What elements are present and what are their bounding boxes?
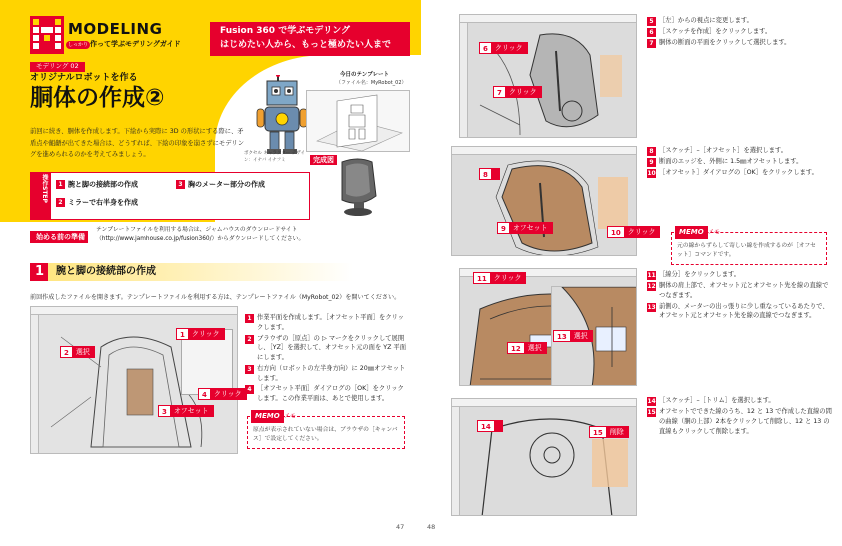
callout-9: 9 オフセット <box>497 222 553 234</box>
prep-label: 始める前の準備 <box>30 231 88 243</box>
series-logo-icon <box>30 16 64 54</box>
right-page <box>421 0 842 546</box>
instruction-3: 3 右方向（ロボットの左半身方向）に 20㎜オフセットします。 <box>245 364 410 384</box>
instruction-5: 5 ［左］からの視点に変更します。 <box>647 16 832 26</box>
instruction-12: 12 胴体の肩上部で、オフセット元とオフセット先を線の直線でつなぎます。 <box>647 282 829 299</box>
callout-10: 10 クリック <box>607 226 660 238</box>
fusion-banner-line1: Fusion 360 で学ぶモデリング <box>220 26 351 36</box>
finished-image <box>328 156 394 218</box>
robot-character <box>255 75 310 155</box>
finished-label: 完成図 <box>310 155 337 165</box>
callout-1: 1 クリック <box>176 328 225 340</box>
series-subtitle-badge: しっかり <box>68 42 89 48</box>
step-1 <box>56 180 138 189</box>
character-credit: ボクセル キャラクター デザイン：イナバ イナフミ <box>244 151 305 164</box>
step-2-number: 2 <box>56 198 65 207</box>
section-number: 1 <box>35 264 45 279</box>
page-title: 胴体の作成② <box>30 85 165 111</box>
instruction-group-2 <box>647 146 832 179</box>
instruction-8: 8 ［スケッチ］–［オフセット］を選択します。 <box>647 146 832 156</box>
instruction-14: 14 ［スケッチ］–［トリム］を選択します。 <box>647 397 775 405</box>
chapter-tag: モデリング 02 <box>30 62 85 72</box>
instruction-6: 6 ［スケッチを作成］をクリックします。 <box>647 27 832 37</box>
kicker: オリジナルロボットを作る <box>30 73 138 83</box>
instruction-1: 1 作業平面を作成します。［オフセット平面］をクリックします。 <box>245 313 410 333</box>
template-label: 今日のテンプレート <box>340 72 390 78</box>
instruction-7: 7 胴体の断面の平面をクリックして選択します。 <box>647 38 832 48</box>
instruction-group-1 <box>647 16 832 49</box>
callout-6: 6 クリック <box>479 42 528 54</box>
step-2 <box>56 198 138 207</box>
section-title: 腕と脚の接続部の作成 <box>56 266 156 277</box>
step-3 <box>176 180 265 189</box>
callout-13: 13 選択 <box>553 330 593 342</box>
instruction-13: 13 前側の、メーターの出っ張りに少し重なっているあたりで、オフセット元とオフセット先を線の直線でつなぎます。 <box>647 302 829 320</box>
memo-tag: MEMO <box>675 226 708 239</box>
fusion-banner-line2: はじめたい人から、もっと極めたい人まで <box>220 40 392 50</box>
instruction-9: 9 断面のエッジを、外側に 1.5㎜オフセットします。 <box>647 157 832 167</box>
instruction-15: 15 オフセットでできた線のうち、12 と 13 で作成した直線の間の曲線（胴の上部）2本をクリックして削除し、12 と 13 の直線もクリックして削除します。 <box>647 408 832 435</box>
step-1-label: 腕と脚の接続部の作成 <box>68 180 138 189</box>
callout-15: 15 削除 <box>589 426 629 438</box>
callout-11: 11 クリック <box>473 272 526 284</box>
instruction-11: 11 ［線分］をクリックします。 <box>647 271 741 279</box>
memo-box-left <box>247 412 405 449</box>
fusion-screenshot-a <box>459 14 637 138</box>
template-file: （ファイル名：MyRobot_02） <box>336 80 407 86</box>
callout-12: 12 選択 <box>507 342 547 354</box>
instruction-10: 10 ［オフセット］ダイアログの［OK］をクリックします。 <box>647 169 818 177</box>
series-logo: MODELING <box>68 20 163 38</box>
step-1-number: 1 <box>56 180 65 189</box>
page-number-right: 48 <box>427 523 436 531</box>
step-3-number: 3 <box>176 180 185 189</box>
fusion-screenshot-e <box>451 398 637 516</box>
memo-text: 原点が表示されていない場合は、ブラウザの［キャンバス］で設定してください。 <box>253 427 398 442</box>
callout-4: 4 クリック <box>198 388 247 400</box>
callout-3: 3 オフセット <box>158 405 214 417</box>
steps-label: 操作STEP <box>41 174 48 203</box>
instruction-group-3 <box>647 270 832 322</box>
instruction-2: 2 ブラウザの［原点］の ▷ マークをクリックして展開し、［YZ］を選択して、オフセット元の面を YZ 平面にします。 <box>245 334 410 363</box>
callout-7: 7 クリック <box>493 86 542 98</box>
instruction-4: 4 ［オフセット平面］ダイアログの［OK］をクリックします。この作業平面は、あとで使用します。 <box>245 384 410 404</box>
instruction-group-4 <box>647 396 832 437</box>
section-intro: 前回作成したファイルを開きます。テンプレートファイルを利用する方は、テンプレートファイル（MyRobot_02）を開いてください。 <box>30 294 401 301</box>
step-3-label: 胸のメーター部分の作成 <box>188 180 265 189</box>
series-subtitle: 作って学ぶモデリングガイド <box>90 40 181 48</box>
template-preview-image <box>306 90 410 152</box>
callout-2: 2 選択 <box>60 346 95 358</box>
step-2-label: ミラーで右半身を作成 <box>68 198 138 207</box>
fusion-screenshot-b <box>451 146 637 256</box>
callout-8: 8 <box>479 168 500 180</box>
memo-text: 元の線からずらして寄しい線を作成するのが［オフセット］コマンドです。 <box>677 243 816 258</box>
prep-text: テンプレートファイルを利用する場合は、ジャムハウスのダウンロードサイト（http://www.jamhouse.co.jp/fusion360/）からダウンロードしてください。 <box>96 227 305 243</box>
memo-tag-jp: メモ <box>708 229 721 236</box>
intro-text: 前回に続き、胴体を作成します。下絵から実際に 3D の形状にする際に、矛盾点や齟齬が出てきた場合は、どうすれば、下絵の印象を崩さずにモデリングを進められるのかを考えてみましょう。 <box>30 128 245 159</box>
memo-tag: MEMO <box>251 410 284 423</box>
callout-14: 14 <box>477 420 503 432</box>
page-number-left: 47 <box>396 523 405 531</box>
memo-box-right <box>671 228 827 265</box>
memo-tag-jp: メモ <box>284 413 297 420</box>
instruction-list <box>245 313 410 405</box>
